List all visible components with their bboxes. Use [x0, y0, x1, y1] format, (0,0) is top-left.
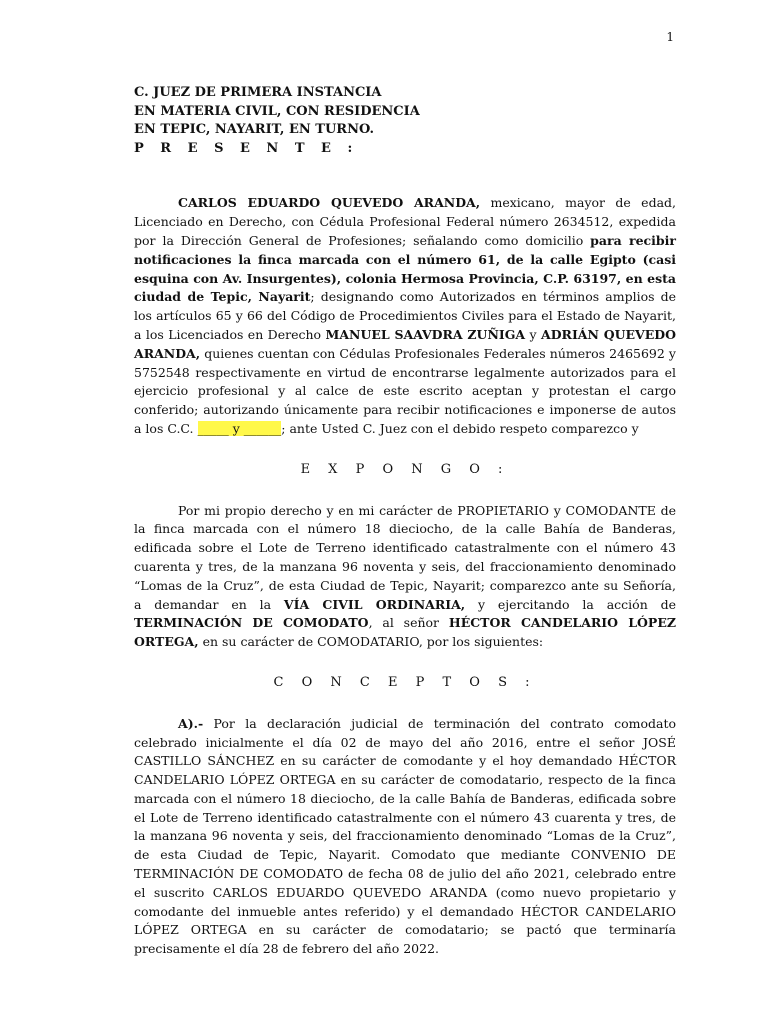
document-body — [134, 84, 676, 959]
authorized-lawyer-2: ADRIÁN QUEVEDO ARANDA, — [134, 326, 676, 361]
highlighted-connector: y — [228, 420, 244, 436]
via-civil-ordinaria: VÍA CIVIL ORDINARIA, — [283, 596, 466, 612]
intro-text: ; ante Usted C. Juez con el debido respeto comparezco y — [281, 420, 639, 436]
intro-paragraph — [134, 194, 676, 438]
authorized-lawyer-1: MANUEL SAAVDRA ZUÑIGA — [325, 326, 526, 342]
intro-text: ; designando como Autorizados en términos amplios de los artículos 65 y 66 del Código de Procedimientos Civiles para el Estado de Nayarit, a los Licenciados en Derecho — [134, 289, 677, 342]
expongo-text: en su carácter de COMODATARIO, por los siguientes: — [198, 634, 544, 650]
addressee-line: EN MATERIA CIVIL, CON RESIDENCIA — [134, 103, 420, 119]
accion-terminacion: TERMINACIÓN DE COMODATO — [134, 615, 369, 631]
highlighted-blank: _____ — [197, 420, 229, 436]
intro-text: mexicano, mayor de edad, Licenciado en Derecho, con Cédula Profesional Federal número 2634512, expedida por la Dirección General de Profesiones; señalando como domicilio — [134, 195, 676, 248]
presente-line: P R E S E N T E : — [134, 140, 359, 156]
expongo-text: Por mi propio derecho y en mi carácter de PROPIETARIO y COMODANTE de la finca marcada con el número 18 dieciocho, de la calle Bahía de Banderas, edificada sobre el Lote de Terreno identificado catastralmente con el número 43 cuarenta y tres, de la manzana 96 noventa y seis, del fraccionamiento denominado “Lomas de la Cruz”, de esta Ciudad de Tepic, Nayarit; comparezco ante su Señoría, a demandar en la — [134, 502, 676, 612]
section-heading-conceptos: C O N C E P T O S : — [273, 674, 537, 690]
concepto-a-paragraph — [134, 715, 676, 959]
highlighted-blank: ______ — [243, 420, 282, 436]
defendant-name: HÉCTOR CANDELARIO LÓPEZ ORTEGA, — [134, 615, 676, 650]
concepto-label: A).- — [178, 715, 204, 731]
concepto-text: Por la declaración judicial de terminación del contrato comodato celebrado inicialmente el día 02 de mayo del año 2016, entre el señor JOSÉ CASTILLO SÁNCHEZ en su carácter de comodante y el hoy demandado HÉCTOR CANDELARIO LÓPEZ ORTEGA en su carácter de comodatario, respecto de la finca marcada con el número 18 dieciocho, de la calle Bahía de Banderas, edificada sobre el Lote de Terreno identificado catastralmente con el número 43 cuarenta y tres, de la manzana 96 noventa y seis, del fraccionamiento denominado “Lomas de la Cruz”, de esta Ciudad de Tepic, Nayarit. Comodato que mediante CONVENIO DE TERMINACIÓN DE COMODATO de fecha 08 de julio del año 2021, celebrado entre el suscrito CARLOS EDUARDO QUEVEDO ARANDA (como nuevo propietario y comodante del inmueble antes referido) y el demandado HÉCTOR CANDELARIO LÓPEZ ORTEGA en su carácter de comodatario; se pactó que terminaría precisamente el día 28 de febrero del año 2022. — [134, 715, 676, 957]
expongo-text: y ejercitando la acción de — [465, 596, 676, 612]
page-number: 1 — [666, 30, 674, 44]
plaintiff-name: CARLOS EDUARDO QUEVEDO ARANDA, — [178, 195, 481, 211]
intro-text: y — [525, 326, 542, 342]
domicile-text: para recibir notificaciones la finca marcada con el número 61, de la calle Egipto (casi esquina con Av. Insurgentes), colonia Hermosa Provincia, C.P. 63197, en esta ciudad de Tepic, Nayarit — [134, 232, 676, 305]
expongo-text: , al señor — [368, 615, 449, 631]
intro-text: quienes cuentan con Cédulas Profesionales Federales números 2465692 y 5752548 respectivamente en virtud de encontrarse legalmente autorizados para el ejercicio profesional y al calce de este escrito aceptan y protestan el cargo conferido; autorizando únicamente para recibir notificaciones e imponerse de autos a los C.C. — [134, 345, 676, 436]
expongo-paragraph — [134, 502, 676, 652]
addressee-block — [134, 84, 676, 158]
addressee-line: C. JUEZ DE PRIMERA INSTANCIA — [134, 85, 382, 100]
section-heading-expongo: E X P O N G O : — [300, 461, 510, 477]
addressee-line: EN TEPIC, NAYARIT, EN TURNO. — [134, 122, 375, 138]
